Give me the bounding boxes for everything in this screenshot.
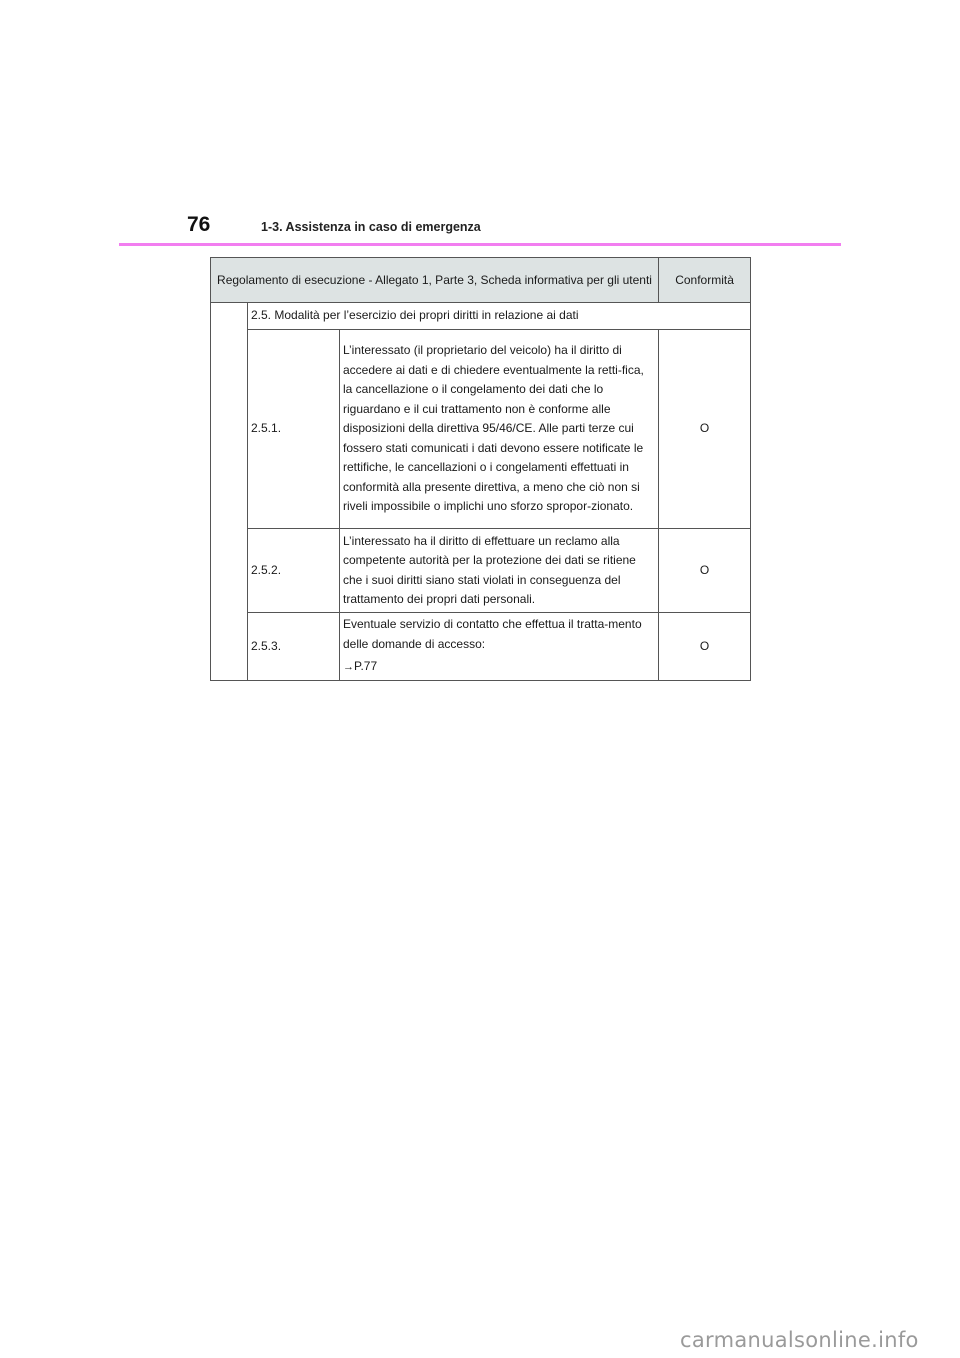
arrow-right-icon: → <box>343 661 354 674</box>
column-header-regulation: Regolamento di esecuzione - Allegato 1, Parte 3, Scheda informativa per gli utenti <box>211 258 659 303</box>
section-row <box>211 303 751 330</box>
indent-cell <box>211 303 248 681</box>
section-label: 2.5. Modalità per l’esercizio dei propri diritti in relazione ai dati <box>248 303 751 330</box>
item-text: L’interessato ha il diritto di effettuare un reclamo alla competente autorità per la protezione dei dati se ritiene che i suoi diritti siano stati violati in conseguenza del trattamento dei propri dati personali. <box>340 529 659 613</box>
page-reference-label: P.77 <box>354 659 378 674</box>
column-header-compliance: Conformità <box>659 258 751 303</box>
compliance-mark: O <box>659 613 751 681</box>
compliance-mark: O <box>659 330 751 529</box>
watermark: carmanualsonline.info <box>680 1328 919 1352</box>
page-reference[interactable] <box>343 657 655 678</box>
item-text: Eventuale servizio di contatto che effettua il tratta-mento delle domande di accesso: <box>343 617 642 651</box>
section-title: 1-3. Assistenza in caso di emergenza <box>261 220 481 234</box>
item-number: 2.5.3. <box>248 613 340 681</box>
table-header-row <box>211 258 751 303</box>
table-row <box>211 529 751 613</box>
table-row <box>211 613 751 681</box>
regulation-table <box>210 257 751 681</box>
item-text: L’interessato (il proprietario del veicolo) ha il diritto di accedere ai dati e di chiedere eventualmente la retti-fica, la cancellazione o il congelamento dei dati che lo riguardano e il cui trattamento non è conforme alle disposizioni della direttiva 95/46/CE. Alle parti terze cui fossero stati comunicati i dati devono essere notificate le rettifiche, le cancellazioni o i congelamenti effettuati in conformità alla presente direttiva, a meno che ciò non si riveli impossibile o implichi uno sforzo spropor-zionato. <box>340 330 659 529</box>
item-cell <box>340 613 659 681</box>
table-row <box>211 330 751 529</box>
compliance-mark: O <box>659 529 751 613</box>
item-number: 2.5.2. <box>248 529 340 613</box>
item-number: 2.5.1. <box>248 330 340 529</box>
header-divider <box>119 243 841 246</box>
page-number: 76 <box>187 213 211 236</box>
